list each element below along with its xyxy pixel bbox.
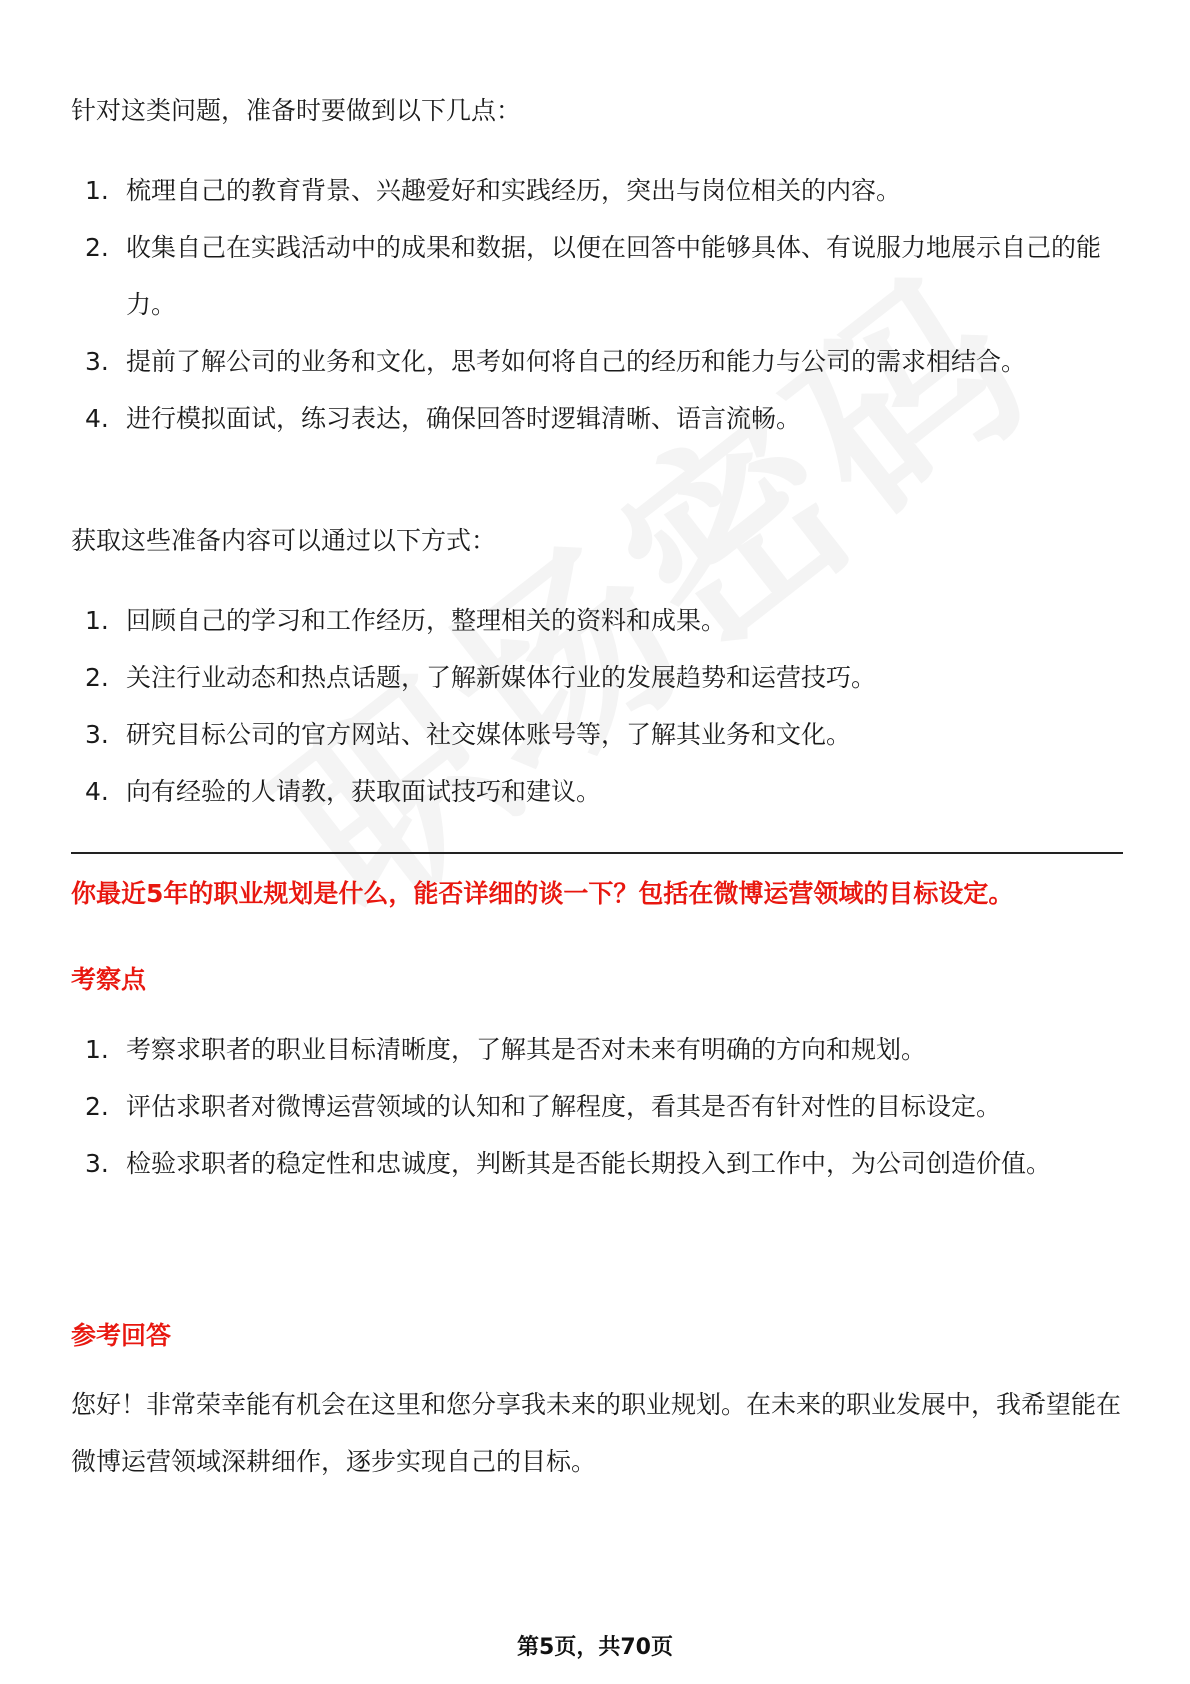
section2-list bbox=[71, 592, 1121, 820]
section1-intro: 针对这类问题，准备时要做到以下几点： bbox=[71, 96, 522, 125]
section1-list bbox=[71, 162, 1121, 447]
answer-heading: 参考回答 bbox=[71, 1321, 172, 1350]
points-heading: 考察点 bbox=[71, 965, 147, 994]
section-divider bbox=[71, 852, 1123, 854]
list-item: 1. 梳理自己的教育背景、兴趣爱好和实践经历，突出与岗位相关的内容。 bbox=[85, 176, 902, 205]
answer-text: 您好！非常荣幸能有机会在这里和您分享我未来的职业规划。在未来的职业发展中，我希望能在微博运营领域深耕细作，逐步实现自己的目标。 bbox=[71, 1390, 1122, 1476]
page-number: 第5页，共70页 bbox=[517, 1635, 673, 1660]
list-item: 3. 提前了解公司的业务和文化，思考如何将自己的经历和能力与公司的需求相结合。 bbox=[85, 347, 1027, 376]
list-item: 4. 向有经验的人请教，获取面试技巧和建议。 bbox=[85, 777, 602, 806]
list-item: 1. 考察求职者的职业目标清晰度，了解其是否对未来有明确的方向和规划。 bbox=[85, 1035, 927, 1064]
list-item: 2. 评估求职者对微博运营领域的认知和了解程度，看其是否有针对性的目标设定。 bbox=[85, 1092, 1002, 1121]
list-item: 1. 回顾自己的学习和工作经历，整理相关的资料和成果。 bbox=[85, 606, 727, 635]
list-item: 2. 收集自己在实践活动中的成果和数据，以便在回答中能够具体、有说服力地展示自己的能力。 bbox=[85, 233, 1102, 319]
points-list bbox=[71, 1021, 1121, 1192]
question-title: 你最近5年的职业规划是什么，能否详细的谈一下？包括在微博运营领域的目标设定。 bbox=[71, 879, 1014, 908]
list-item: 4. 进行模拟面试，练习表达，确保回答时逻辑清晰、语言流畅。 bbox=[85, 404, 802, 433]
list-item: 3. 研究目标公司的官方网站、社交媒体账号等，了解其业务和文化。 bbox=[85, 720, 852, 749]
section2-intro: 获取这些准备内容可以通过以下方式： bbox=[71, 526, 497, 555]
list-item: 2. 关注行业动态和热点话题，了解新媒体行业的发展趋势和运营技巧。 bbox=[85, 663, 877, 692]
list-item: 3. 检验求职者的稳定性和忠诚度，判断其是否能长期投入到工作中，为公司创造价值。 bbox=[85, 1149, 1052, 1178]
